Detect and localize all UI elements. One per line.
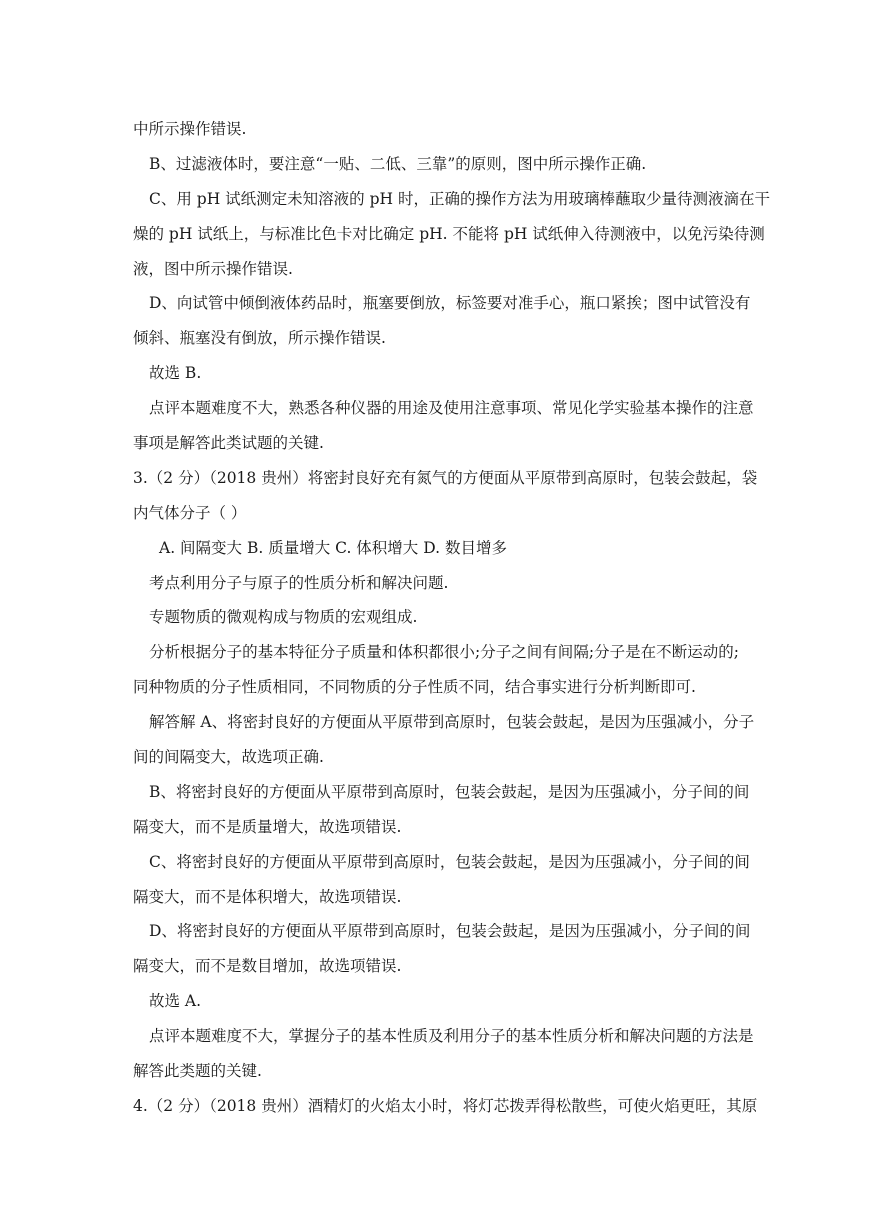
- q3-comment-line-1: 点评本题难度不大，掌握分子的基本性质及利用分子的基本性质分析和解决问题的方法是: [149, 1027, 754, 1046]
- q3-solution-b-line-1: B、将密封良好的方便面从平原带到高原时，包装会鼓起，是因为压强减小，分子间的间: [149, 782, 750, 801]
- q2-answer: 故选 B.: [149, 364, 202, 383]
- q3-choices: A. 间隔变大 B. 质量增大 C. 体积增大 D. 数目增多: [159, 538, 507, 557]
- q3-answer: 故选 A.: [149, 992, 202, 1011]
- q4-stem-line-1: 4.（2 分）（2018 贵州）酒精灯的火焰太小时，将灯芯拨弄得松散些，可使火焰更旺，其原: [133, 1096, 758, 1115]
- q3-stem-line-1: 3.（2 分）（2018 贵州）将密封良好充有氮气的方便面从平原带到高原时，包装会鼓起，袋: [133, 468, 758, 487]
- q3-solution-c-line-2: 隔变大，而不是体积增大，故选项错误.: [133, 887, 402, 906]
- q2-comment-line-1: 点评本题难度不大，熟悉各种仪器的用途及使用注意事项、常见化学实验基本操作的注意: [149, 399, 754, 418]
- q3-stem-line-2: 内气体分子（ ）: [133, 503, 247, 522]
- q3-solution-c-line-1: C、将密封良好的方便面从平原带到高原时，包装会鼓起，是因为压强减小，分子间的间: [149, 852, 750, 871]
- q2-option-b: B、过滤液体时，要注意“一贴、二低、三靠”的原则，图中所示操作正确.: [149, 154, 647, 173]
- q3-solution-a-line-2: 间的间隔变大，故选项正确.: [133, 748, 324, 767]
- document-body: [133, 112, 770, 1124]
- q3-solution-b-line-2: 隔变大，而不是质量增大，故选项错误.: [133, 817, 402, 836]
- q3-analysis-line-2: 同种物质的分子性质相同，不同物质的分子性质不同，结合事实进行分析判断即可.: [133, 678, 696, 697]
- q3-solution-d-line-2: 隔变大，而不是数目增加，故选项错误.: [133, 957, 402, 976]
- q2-option-c-line-3: 液，图中所示操作错误.: [133, 259, 293, 278]
- q2-option-a-tail: 中所示操作错误.: [133, 120, 247, 138]
- q3-analysis-line-1: 分析根据分子的基本特征分子质量和体积都很小;分子之间有间隔;分子是在不断运动的;: [149, 643, 739, 662]
- q2-option-c-line-2: 燥的 pH 试纸上，与标准比色卡对比确定 pH. 不能将 pH 试纸伸入待测液中，以免污染待测: [133, 224, 765, 243]
- q2-option-d-line-1: D、向试管中倾倒液体药品时，瓶塞要倒放，标签要对准手心，瓶口紧挨；图中试管没有: [149, 294, 751, 313]
- q2-option-d-line-2: 倾斜、瓶塞没有倒放，所示操作错误.: [133, 329, 386, 348]
- q3-solution-a-line-1: 解答解 A、将密封良好的方便面从平原带到高原时，包装会鼓起，是因为压强减小，分子: [149, 713, 755, 732]
- q2-comment-line-2: 事项是解答此类试题的关键.: [133, 434, 324, 453]
- q3-solution-d-line-1: D、将密封良好的方便面从平原带到高原时，包装会鼓起，是因为压强减小，分子间的间: [149, 922, 751, 941]
- q3-comment-line-2: 解答此类题的关键.: [133, 1062, 262, 1081]
- q3-kaodian: 考点利用分子与原子的性质分析和解决问题.: [149, 573, 449, 592]
- q2-option-c-line-1: C、用 pH 试纸测定未知溶液的 pH 时，正确的操作方法为用玻璃棒蘸取少量待测液滴在干: [149, 189, 770, 208]
- q3-zhuanti: 专题物质的微观构成与物质的宏观组成.: [149, 608, 418, 627]
